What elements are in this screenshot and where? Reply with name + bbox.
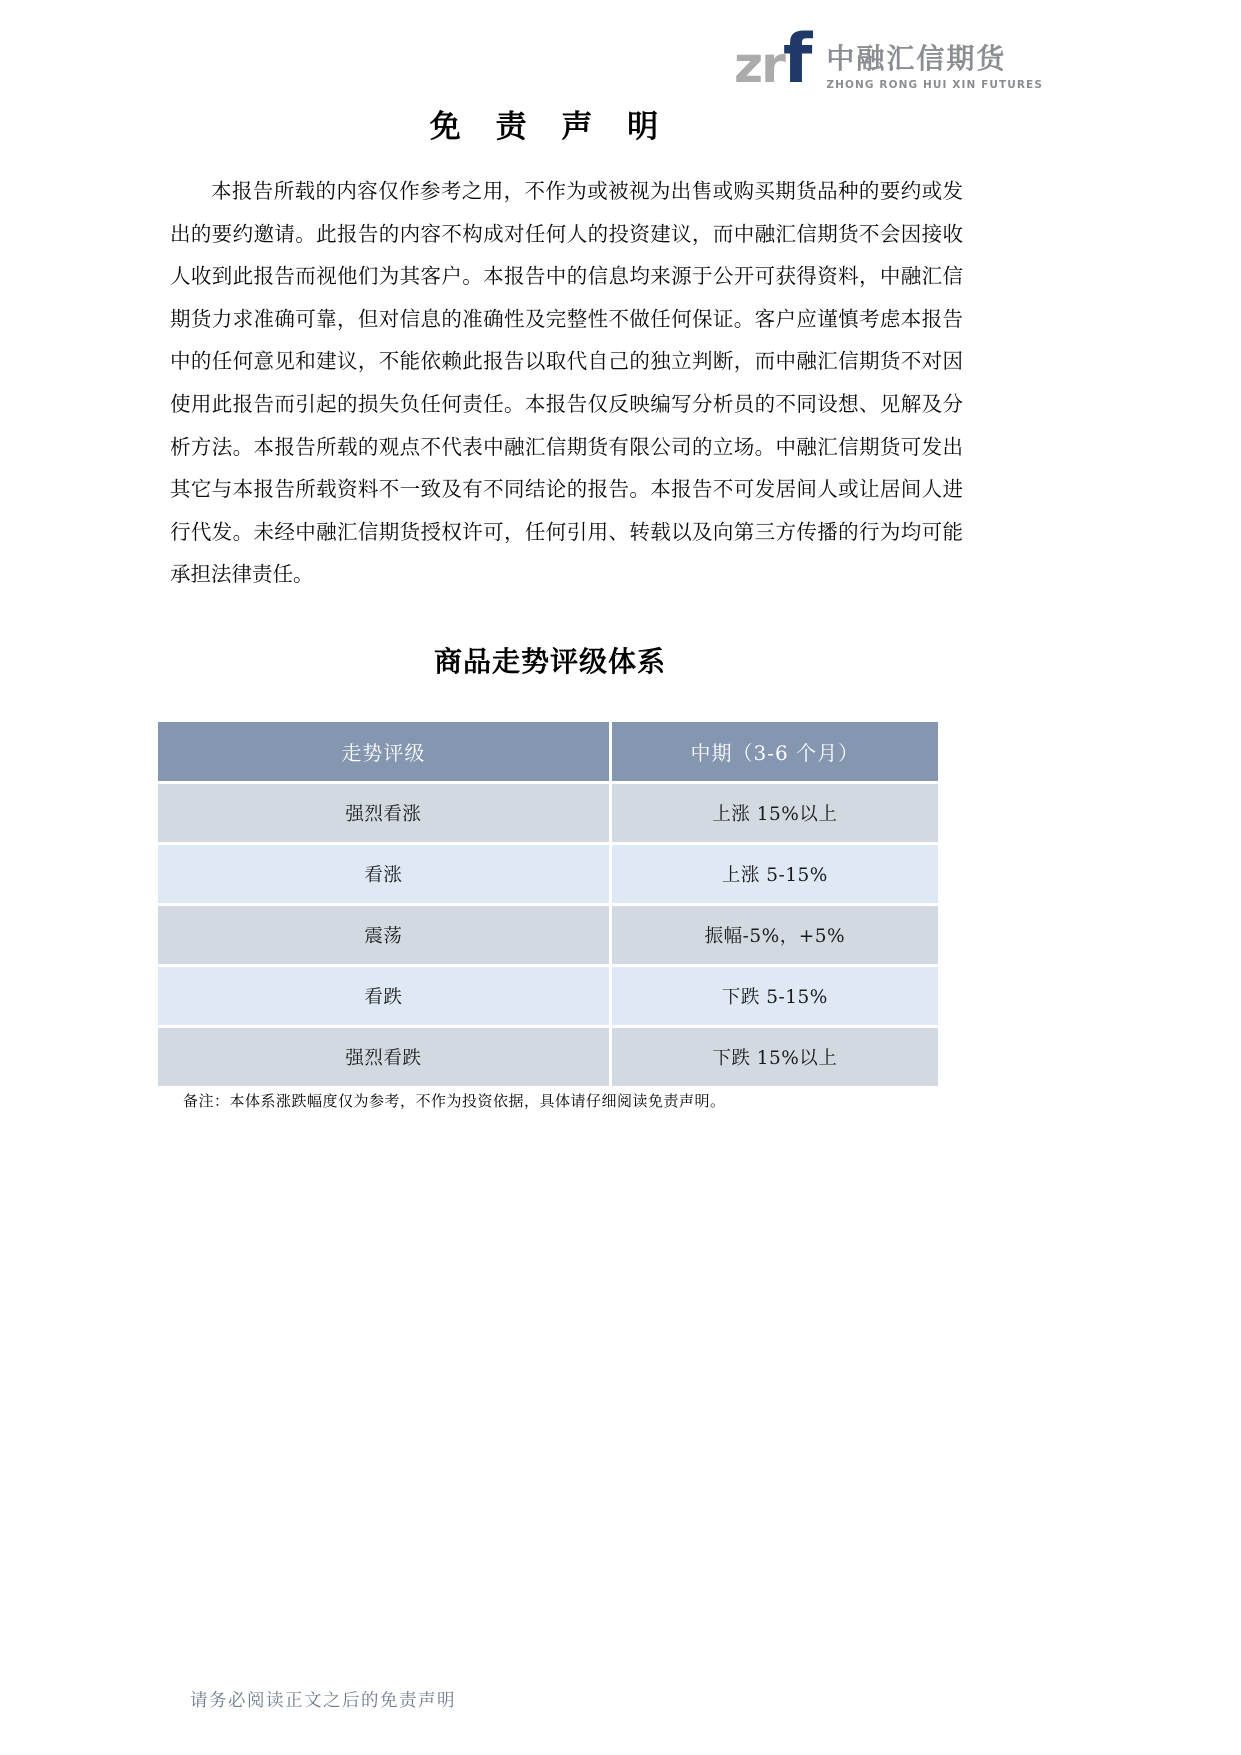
section-heading: 商品走势评级体系 <box>433 645 666 678</box>
table-row <box>158 906 938 964</box>
rating-cell: 看跌 <box>158 967 609 1025</box>
range-cell: 上涨 15%以上 <box>612 784 938 842</box>
table-row <box>158 784 938 842</box>
column-header-midterm: 中期（3-6 个月） <box>612 722 938 781</box>
page-title: 免 责 声 明 <box>429 109 671 145</box>
rating-cell: 震荡 <box>158 906 609 964</box>
rating-table <box>155 719 941 1089</box>
zrf-logo-icon <box>734 20 813 99</box>
logo-zr-text: zr <box>734 36 784 94</box>
range-cell: 上涨 5-15% <box>612 845 938 903</box>
column-header-rating: 走势评级 <box>158 722 609 781</box>
range-cell: 下跌 5-15% <box>612 967 938 1025</box>
range-cell: 下跌 15%以上 <box>612 1028 938 1086</box>
range-cell: 振幅-5%，+5% <box>612 906 938 964</box>
table-row <box>158 845 938 903</box>
footer-disclaimer-reminder: 请务必阅读正文之后的免责声明 <box>190 1691 456 1711</box>
rating-cell: 强烈看涨 <box>158 784 609 842</box>
company-name-cn: 中融汇信期货 <box>826 42 1007 76</box>
table-note: 备注：本体系涨跌幅度仅为参考，不作为投资依据，具体请仔细阅读免责声明。 <box>183 1092 726 1110</box>
table-row <box>158 967 938 1025</box>
rating-cell: 强烈看跌 <box>158 1028 609 1086</box>
company-logo <box>734 20 1043 99</box>
table-header-row <box>158 722 938 781</box>
company-name-en: ZHONG RONG HUI XIN FUTURES <box>826 78 1043 91</box>
logo-names <box>826 29 1043 90</box>
rating-cell: 看涨 <box>158 845 609 903</box>
disclaimer-paragraph: 本报告所载的内容仅作参考之用，不作为或被视为出售或购买期货品种的要约或发出的要约邀请。此报告的内容不构成对任何人的投资建议，而中融汇信期货不会因接收人收到此报告而视他们为其客户。本报告中的信息均来源于公开可获得资料，中融汇信期货力求准确可靠，但对信息的准确性及完整性不做任何保证。客户应谨慎考虑本报告中的任何意见和建议，不能依赖此报告以取代自己的独立判断，而中融汇信期货不对因使用此报告而引起的损失负任何责任。本报告仅反映编写分析员的不同设想、见解及分析方法。本报告所载的观点不代表中融汇信期货有限公司的立场。中融汇信期货可发出其它与本报告所载资料不一致及有不同结论的报告。本报告不可发居间人或让居间人进行代发。未经中融汇信期货授权许可，任何引用、转载以及向第三方传播的行为均可能承担法律责任。 <box>170 179 963 587</box>
table-row <box>158 1028 938 1086</box>
logo-f-text: f <box>782 20 813 99</box>
